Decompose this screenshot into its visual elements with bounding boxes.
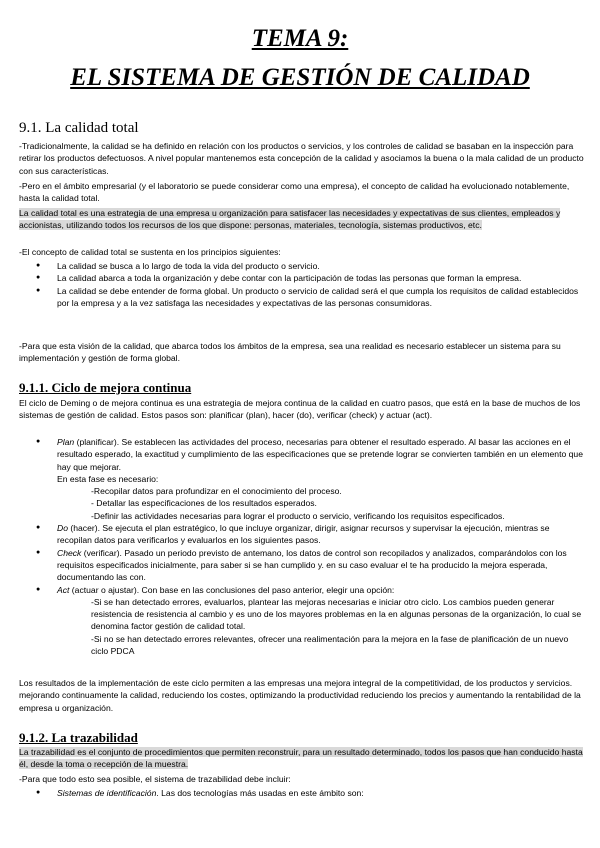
check-text: (verificar). Pasado un periodo previsto de antemano, los datos de control son recopilados y analizados, comparándolos con los requisitos especificados inicialmente, para saber si se han cumplido y. en su caso evaluar el te ha producido la mejora esperada, documentando las con. (57, 547, 567, 583)
paragraph: -Para que esta visión de la calidad, que abarca todos los ámbitos de la empresa, sea una realidad es necesario establecer un sistema para su implementación y gestión de forma global. (19, 341, 561, 364)
plan-text: (planificar). Se establecen las actividades del proceso, necesarias para obtener el resultado esperado. Al basar las acciones en el resultado esperado, la exactitud y cumplimiento de las especificaciones que se pretende lograr se convierten también en un elemento que hay que mejorar. (57, 437, 583, 472)
list-item-check (19, 547, 585, 584)
term-act: Act (57, 584, 70, 595)
highlighted-definition (19, 207, 585, 232)
principles-list (19, 260, 585, 309)
identification-text: . Las dos tecnologías más usadas en este ámbito son: (156, 788, 364, 798)
section-heading-9-1-1: 9.1.1. Ciclo de mejora continua (19, 380, 192, 395)
plan-item: -Recopilar datos para profundizar en el conocimiento del proceso. (91, 486, 342, 497)
plan-item: -Definir las actividades necesarias para lograr el producto o servicio, verificando los requisitos especificados. (91, 510, 505, 521)
highlight-text: La calidad total es una estrategia de una empresa u organización para satisfacer las necesidades y expectativas de sus clientes, empleados y accionistas, utilizando todos los recursos de los que dispone: personas, materiales, tecnología, sistemas productivos, etc. (19, 208, 561, 231)
paragraph: -Para que todo esto sea posible, el sistema de trazabilidad debe incluir: (19, 774, 291, 784)
doc-title-line1: TEMA 9: (251, 25, 349, 52)
term-identification: Sistemas de identificación (57, 788, 157, 798)
list-item: ● La calidad se debe entender de forma global. Un producto o servicio de calidad será el que cumpla los requisitos de calidad establecidos por la empresa y a la vez satisfaga las necesidades y expectativas de las personas consumidoras. (19, 285, 585, 310)
paragraph: -Tradicionalmente, la calidad se ha definido en relación con los productos o servicios, y los controles de calidad se basaban en la inspección para retirar los productos defectuosos. A nivel popular mantenemos esta concepción de la calidad y asociamos la buena o la mala calidad de un producto con sus características. (19, 141, 584, 176)
term-plan: Plan (57, 437, 75, 447)
list-item: ● La calidad se busca a lo largo de toda la vida del producto o servicio. (19, 260, 585, 272)
paragraph: Los resultados de la implementación de este ciclo permiten a las empresas una mejora integral de la competitividad, de los productos y servicios. mejorando continuamente la calidad, reduciendo los costes, optimizando la productividad reduciendo los precios y aumentando la rentabilidad de la empresa u organización. (19, 678, 581, 713)
act-text: (actuar o ajustar). Con base en las conclusiones del paso anterior, elegir una opción: (69, 584, 395, 595)
paragraph: El ciclo de Deming o de mejora continua es una estrategia de mejora continua de la calidad en cuatro pasos, que está en la base de muchos de los sistemas de gestión de calidad. Estos pasos son: planificar (plan), hacer (do), verificar (check) y actuar (act). (19, 398, 581, 421)
traceability-list (19, 787, 585, 799)
paragraph: -El concepto de calidad total se sustenta en los principios siguientes: (19, 247, 281, 257)
do-text: (hacer). Se ejecuta el plan estratégico, lo que incluye organizar, dirigir, asignar recursos y supervisar la ejecución, mientras se recopilan datos para verificarlos y evaluarlos en los siguientes pasos. (57, 523, 550, 546)
term-check: Check (57, 547, 82, 558)
list-item-do (19, 522, 585, 547)
list-item (19, 787, 585, 799)
paragraph: -Pero en el ámbito empresarial (y el laboratorio se puede considerar como una empresa), el concepto de calidad ha evolucionado notablemente, hasta la calidad total. (19, 181, 570, 204)
section-heading-9-1: 9.1. La calidad total (19, 120, 139, 136)
doc-title-line2: EL SISTEMA DE GESTIÓN DE CALIDAD (70, 64, 530, 91)
list-item-act (19, 584, 585, 658)
act-item: -Si no se han detectado errores relevantes, ofrecer una realimentación para la mejora en la fase de planificación de un nuevo ciclo PDCA (91, 633, 569, 657)
plan-item: - Detallar las especificaciones de los resultados esperados. (91, 498, 317, 509)
act-item: -Si se han detectado errores, evaluarlos, plantear las mejoras necesarias e iniciar otro ciclo. Los cambios pueden generar resistencia de resistencia al cambio y es uno de los mayores problemas en la en algunas personas de la organización, lo cual se denomina factor gestión de calidad total. (91, 596, 582, 632)
highlighted-definition (19, 746, 585, 771)
highlight-text: La trazabilidad es el conjunto de procedimientos que permiten reconstruir, para un resultado determinado, todos los pasos que han conducido hasta él, desde la toma o recepción de la muestra. (19, 747, 583, 770)
pdca-list (19, 436, 585, 657)
list-item-plan (19, 436, 585, 522)
term-do: Do (57, 523, 68, 534)
plan-needed: En esta fase es necesario: (57, 473, 159, 484)
list-item: ● La calidad abarca a toda la organización y debe contar con la participación de todas las personas que forman la empresa. (19, 272, 585, 284)
section-heading-9-1-2: 9.1.2. La trazabilidad (19, 730, 138, 745)
